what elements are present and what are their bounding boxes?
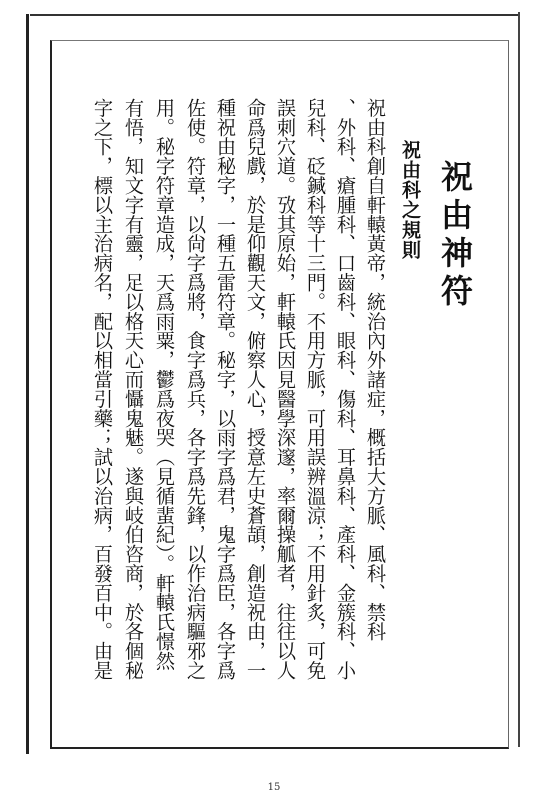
scan-edge-right <box>518 12 520 747</box>
text-column: 兒科、砭鍼科等十三門。不用方脈，可用誤辨溫涼；不用針炙，可免 <box>304 98 327 680</box>
scan-edge-left <box>26 14 29 754</box>
scan-edge-top <box>30 14 520 16</box>
text-column: 祝由科創自軒轅黃帝，統治內外諸症，概括大方脈、風科、禁科 <box>364 98 387 642</box>
text-column: 有悟，知文字有靈，足以格天心而懾鬼魅。遂與岐伯咨商，於各個秘 <box>122 98 145 680</box>
page-number: 15 <box>267 782 281 793</box>
text-column: 字之下，標以主治病名，配以相當引藥；試以治病，百發百中。由是 <box>91 98 114 680</box>
page-title: 祝由神符 <box>436 160 474 312</box>
text-column: 誤刺穴道。攷其原始，軒轅氏因見醫學深邃，率爾操觚者，往往以人 <box>274 98 297 680</box>
text-column: 、外科、瘡腫科、口齒科、眼科、傷科、耳鼻科、產科、金簇科、小 <box>334 98 357 680</box>
text-column: 用。秘字符章造成，天爲雨粟，鬱爲夜哭（見循蜚紀）。軒轅氏憬然 <box>153 98 176 671</box>
section-heading: 祝由科之規則 <box>399 140 421 260</box>
text-column: 種祝由秘字，一種五雷符章。秘字，以雨字爲君，鬼字爲臣，各字爲 <box>214 98 237 680</box>
text-column: 佐使。符章，以尙字爲將，食字爲兵，各字爲先鋒，以作治病驅邪之 <box>184 98 207 680</box>
text-column: 命爲兒戲，於是仰觀天文，俯察人心，授意左史蒼頡，創造祝由，一 <box>244 98 267 680</box>
